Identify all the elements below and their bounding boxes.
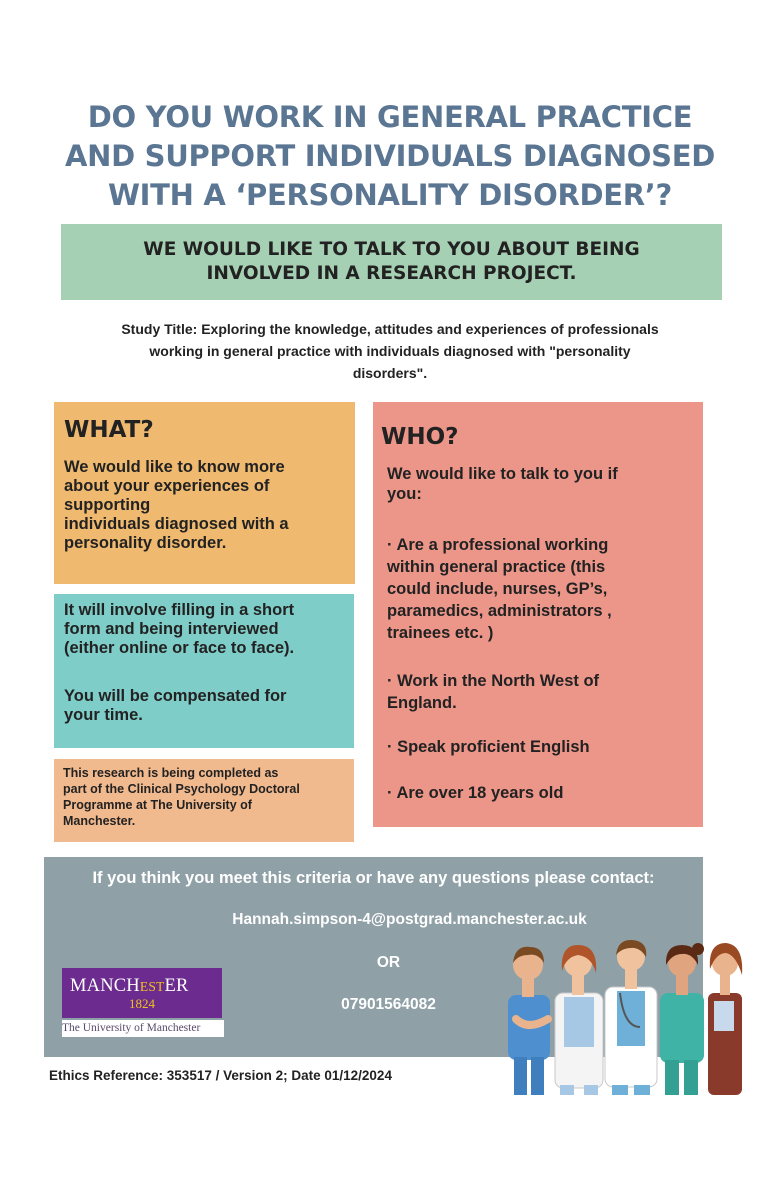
study-title-line: working in general practice with individuals diagnosed with "personality [149,343,631,359]
doctor-woman-figure [555,945,603,1095]
ethics-reference: Ethics Reference: 353517 / Version 2; Date 01/12/2024 [49,1068,392,1083]
nurse-teal-figure [660,943,704,1095]
who-bullet-line: trainees etc. ) [387,624,494,642]
who-heading: WHO? [381,424,459,450]
involvement-line: (either online or face to face). [64,639,295,657]
logo-wordmark-part: MANCH [70,976,140,996]
who-bullet-line: · Are a professional working [387,536,609,554]
research-note-line: This research is being completed as [63,766,279,780]
page-headline [30,98,750,215]
staff-brown-figure [708,943,742,1095]
who-bullet-line: within general practice (this [387,558,606,576]
who-bullet-location [387,670,599,714]
what-line: supporting [64,496,151,514]
banner-line: WE WOULD LIKE TO TALK TO YOU ABOUT BEING [143,239,640,260]
study-title-line: Study Title: Exploring the knowledge, attitudes and experiences of professionals [121,321,659,337]
research-note-text [63,765,300,829]
logo-wordmark [70,976,189,997]
banner-line: INVOLVED IN A RESEARCH PROJECT. [206,263,577,284]
involvement-text [64,601,294,658]
contact-or-text: OR [376,954,401,971]
contact-email-link[interactable]: Hannah.simpson-4@postgrad.manchester.ac.uk [232,911,587,928]
logo-emblem [62,968,222,1018]
research-note-line: part of the Clinical Psychology Doctoral [63,782,300,796]
research-banner [61,224,722,300]
research-note-line: Manchester. [63,814,136,828]
involvement-line: form and being interviewed [64,620,279,638]
compensation-text [64,687,286,725]
doctor-man-figure [605,940,657,1095]
headline-line: WITH A ‘PERSONALITY DISORDER’? [107,178,673,212]
university-logo [62,968,224,1038]
who-bullet-line: could include, nurses, GP’s, [387,580,608,598]
nurse-blue-figure [508,947,550,1095]
what-line: about your experiences of [64,477,270,495]
involvement-box [54,594,354,748]
logo-wordmark-accent: EST [139,979,165,994]
who-bullet-age: · Are over 18 years old [387,784,564,802]
headline-line: DO YOU WORK IN GENERAL PRACTICE [87,100,693,134]
involvement-line: It will involve filling in a short [64,601,295,619]
who-bullet-english: · Speak proficient English [387,738,590,756]
compensation-line: your time. [64,706,143,724]
compensation-line: You will be compensated for [64,687,287,705]
research-note-line: Programme at The University of [63,798,252,812]
headline-line: AND SUPPORT INDIVIDUALS DIAGNOSED [64,139,716,173]
what-line: personality disorder. [64,534,227,552]
who-box [373,402,703,827]
what-heading: WHAT? [64,417,154,443]
logo-year: 1824 [129,996,155,1011]
what-box [54,402,355,584]
contact-question: If you think you meet this criteria or have any questions please contact: [92,869,655,887]
what-line: We would like to know more [64,458,285,476]
study-title-line: disorders". [352,365,428,381]
logo-wordmark-part: ER [164,976,189,996]
contact-phone-link[interactable]: 07901564082 [341,996,436,1013]
who-intro-line: you: [387,485,422,503]
who-bullet-professional [387,534,612,644]
who-intro [387,464,618,504]
who-intro-line: We would like to talk to you if [387,465,618,483]
who-bullet-line: · Work in the North West of [387,672,600,690]
what-text [64,458,289,553]
what-line: individuals diagnosed with a [64,515,289,533]
healthcare-professionals-group-icon [500,935,745,1095]
who-bullet-line: paramedics, administrators , [387,602,612,620]
who-bullet-line: England. [387,694,457,712]
research-note-box [54,759,354,842]
logo-subtitle: The University of Manchester [62,1020,224,1037]
study-title [40,318,740,384]
